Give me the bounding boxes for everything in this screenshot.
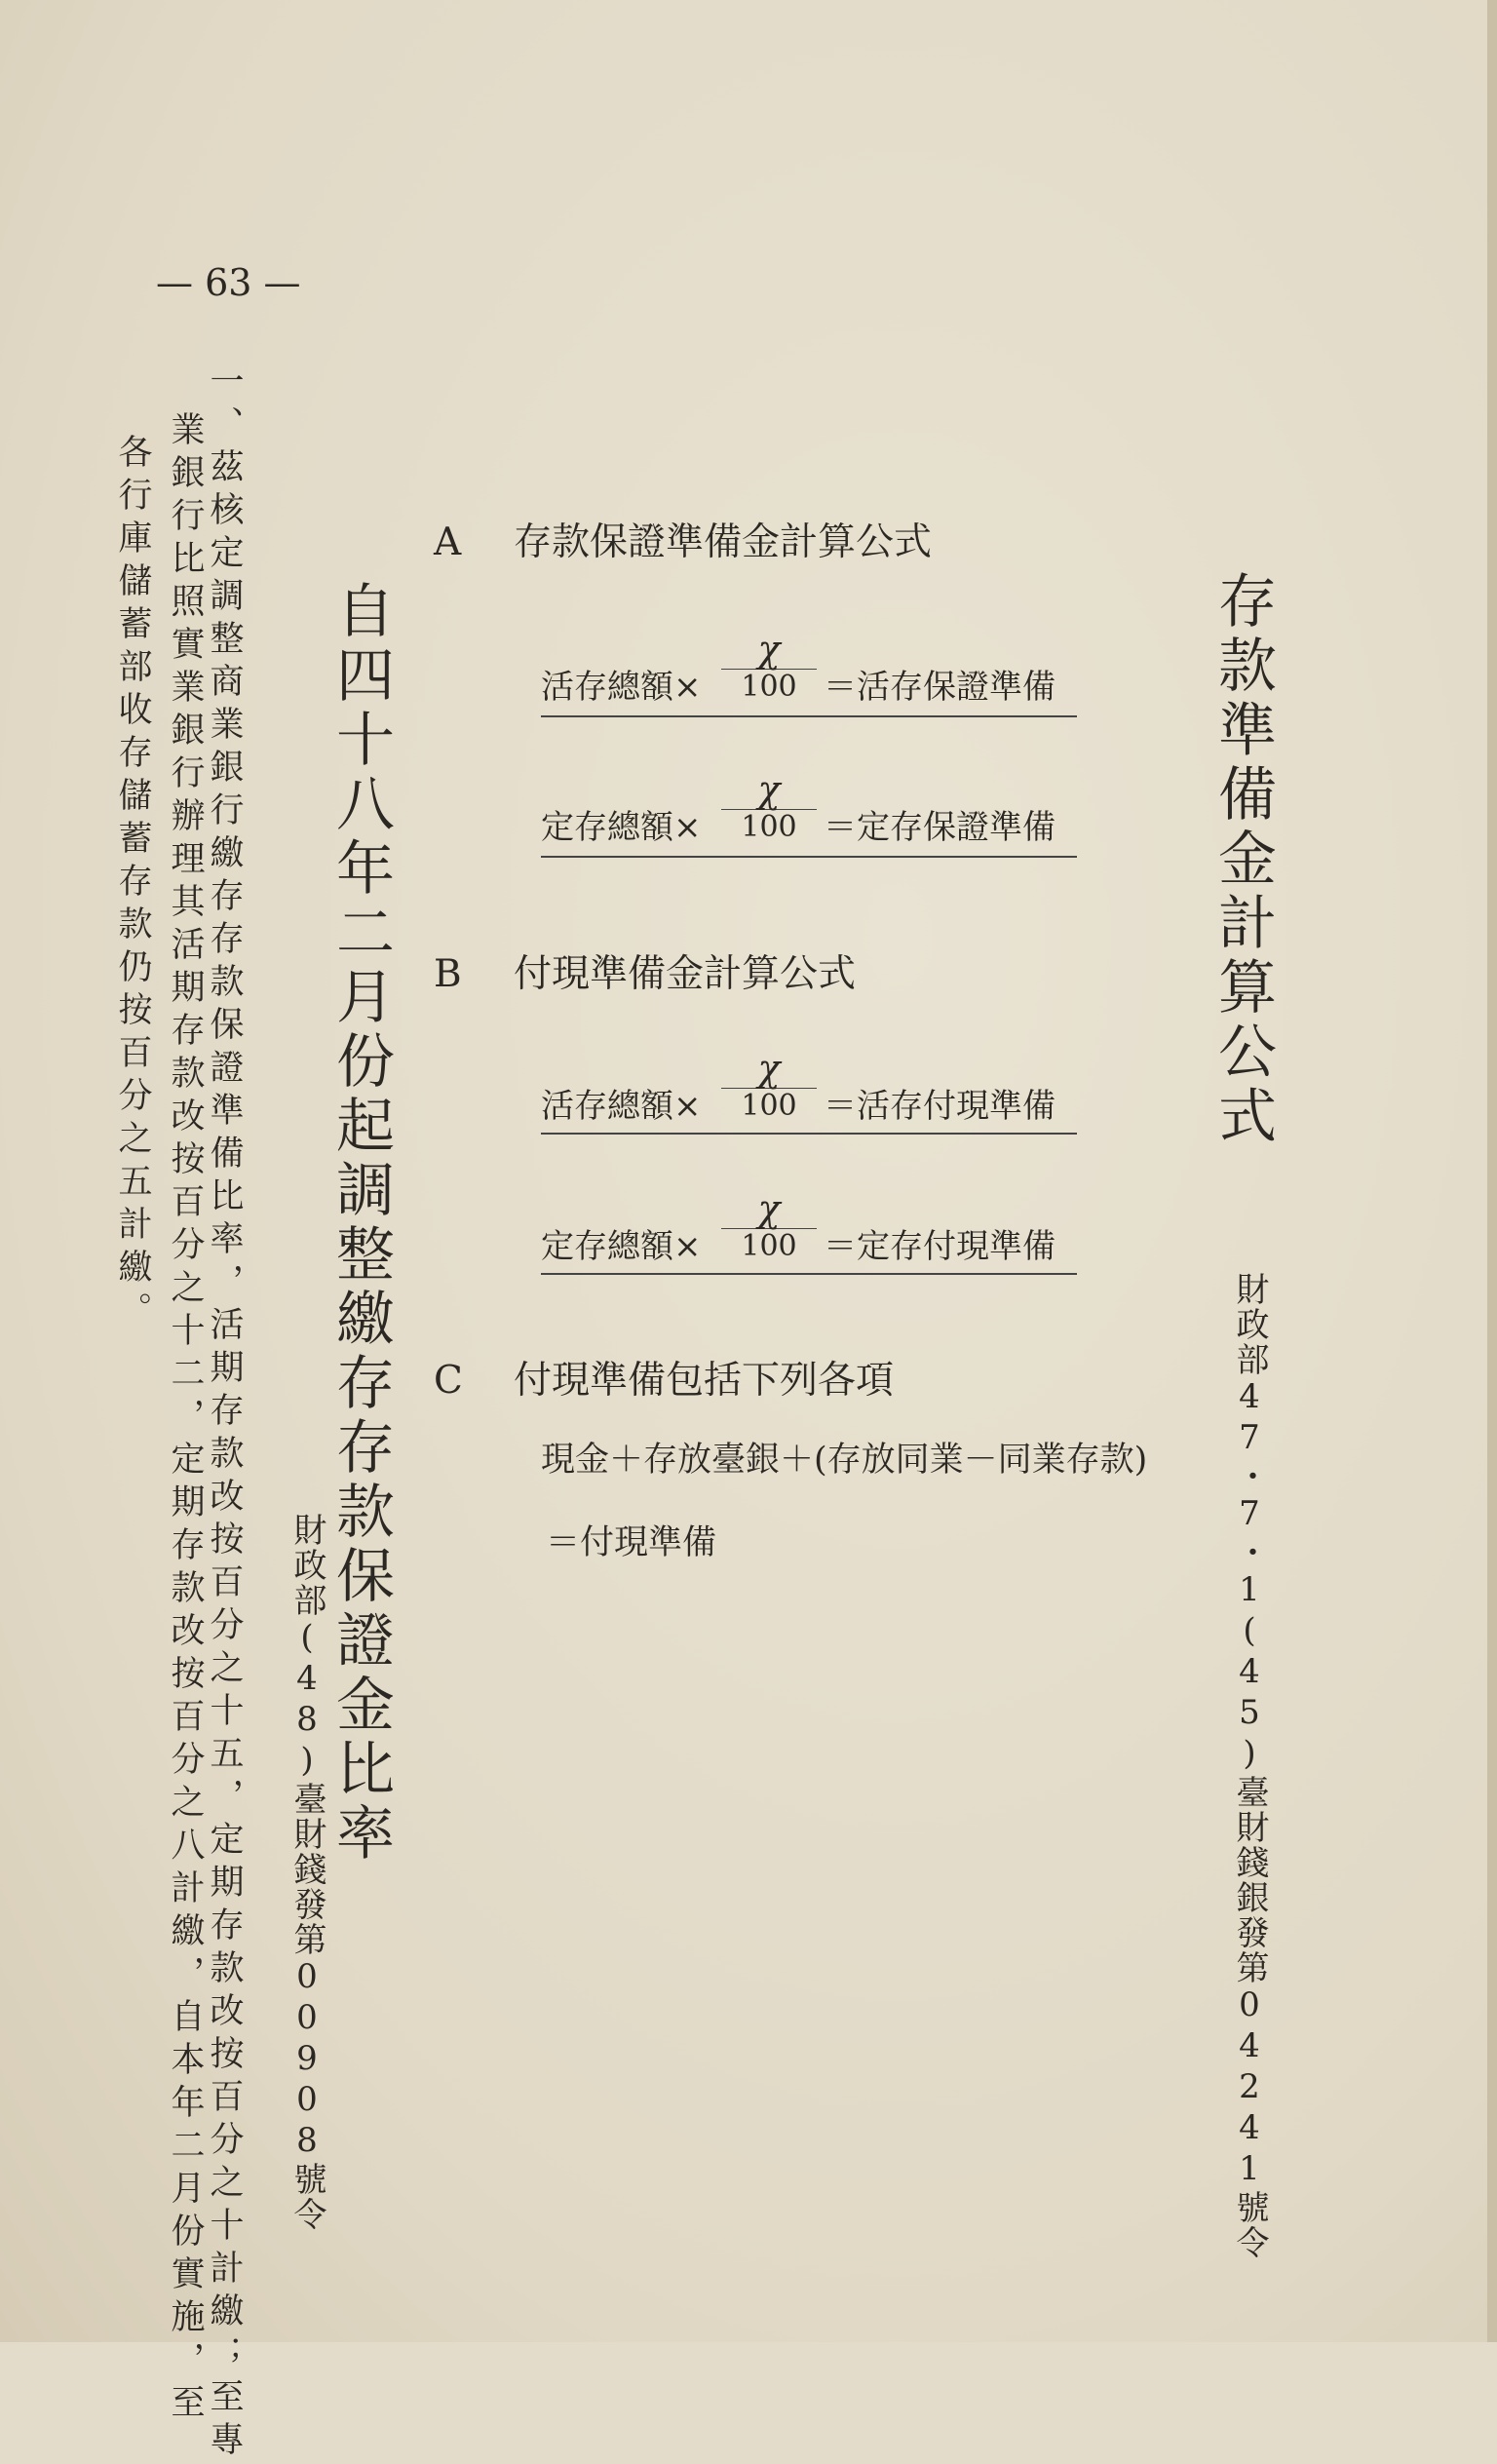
fraction-denominator: 100	[741, 670, 797, 704]
formula-a1	[541, 628, 1077, 710]
page-number: — 63 —	[156, 261, 301, 304]
fraction-denominator: 100	[741, 1089, 797, 1123]
formula-underline	[541, 856, 1077, 858]
body-column-3: 各行庫儲蓄部收存儲蓄存款仍按百分之五計繳。	[113, 434, 152, 1334]
formula-underline	[541, 1133, 1077, 1135]
formula-lhs: 定存總額×	[541, 808, 702, 847]
section-c-result: ＝付現準備	[546, 1523, 717, 1562]
section-c-letter: C	[434, 1359, 463, 1403]
formula-a2	[541, 768, 1077, 850]
fraction-numerator: χ	[757, 1187, 781, 1230]
fraction-denominator: 100	[741, 810, 797, 844]
page-edge	[1487, 0, 1497, 2342]
middle-title: 自四十八年二月份起調整繳存存款保證金比率	[326, 580, 395, 1867]
right-order-reference: 財政部47・7・1(45)臺財錢銀發第04241號令	[1230, 1272, 1269, 2260]
section-a-letter: A	[434, 520, 462, 564]
fraction-denominator: 100	[741, 1229, 797, 1263]
section-b-heading	[434, 943, 856, 998]
section-b-letter: B	[434, 952, 462, 996]
formula-rhs: ＝活存保證準備	[824, 668, 1056, 707]
formula-lhs: 活存總額×	[541, 668, 702, 707]
section-a-title: 存款保證準備金計算公式	[514, 520, 933, 564]
fraction	[721, 770, 817, 845]
section-c-items: 現金＋存放臺銀＋(存放同業－同業存款)	[541, 1441, 1148, 1480]
fraction-numerator: χ	[757, 768, 781, 811]
formula-underline	[541, 1273, 1077, 1275]
body-column-1: 一、茲核定調整商業銀行繳存存款保證準備比率，活期存款改按百分之十五，定期存款改按百分之十計繳；至專	[205, 363, 244, 2464]
formula-lhs: 定存總額×	[541, 1227, 702, 1266]
section-a-heading	[434, 512, 932, 566]
fraction	[721, 1049, 817, 1124]
formula-b2	[541, 1187, 1077, 1269]
section-c-title: 付現準備包括下列各項	[514, 1359, 895, 1403]
fraction-numerator: χ	[757, 628, 781, 671]
right-title: 存款準備金計算公式	[1209, 570, 1277, 1149]
formula-b1	[541, 1047, 1077, 1129]
fraction	[721, 630, 817, 705]
middle-order-reference: 財政部(48)臺財錢發第00908號令	[288, 1513, 326, 2232]
section-c-heading	[434, 1350, 894, 1405]
formula-rhs: ＝定存付現準備	[824, 1227, 1056, 1266]
fraction	[721, 1189, 817, 1264]
fraction-numerator: χ	[757, 1047, 781, 1090]
section-b-title: 付現準備金計算公式	[514, 952, 857, 996]
formula-underline	[541, 715, 1077, 717]
formula-lhs: 活存總額×	[541, 1087, 702, 1126]
formula-rhs: ＝定存保證準備	[824, 808, 1056, 847]
formula-rhs: ＝活存付現準備	[824, 1087, 1056, 1126]
body-column-2: 業銀行比照實業銀行辦理其活期存款改按百分之十二，定期存款改按百分之八計繳，自本年二月份實施，至	[166, 411, 205, 2427]
